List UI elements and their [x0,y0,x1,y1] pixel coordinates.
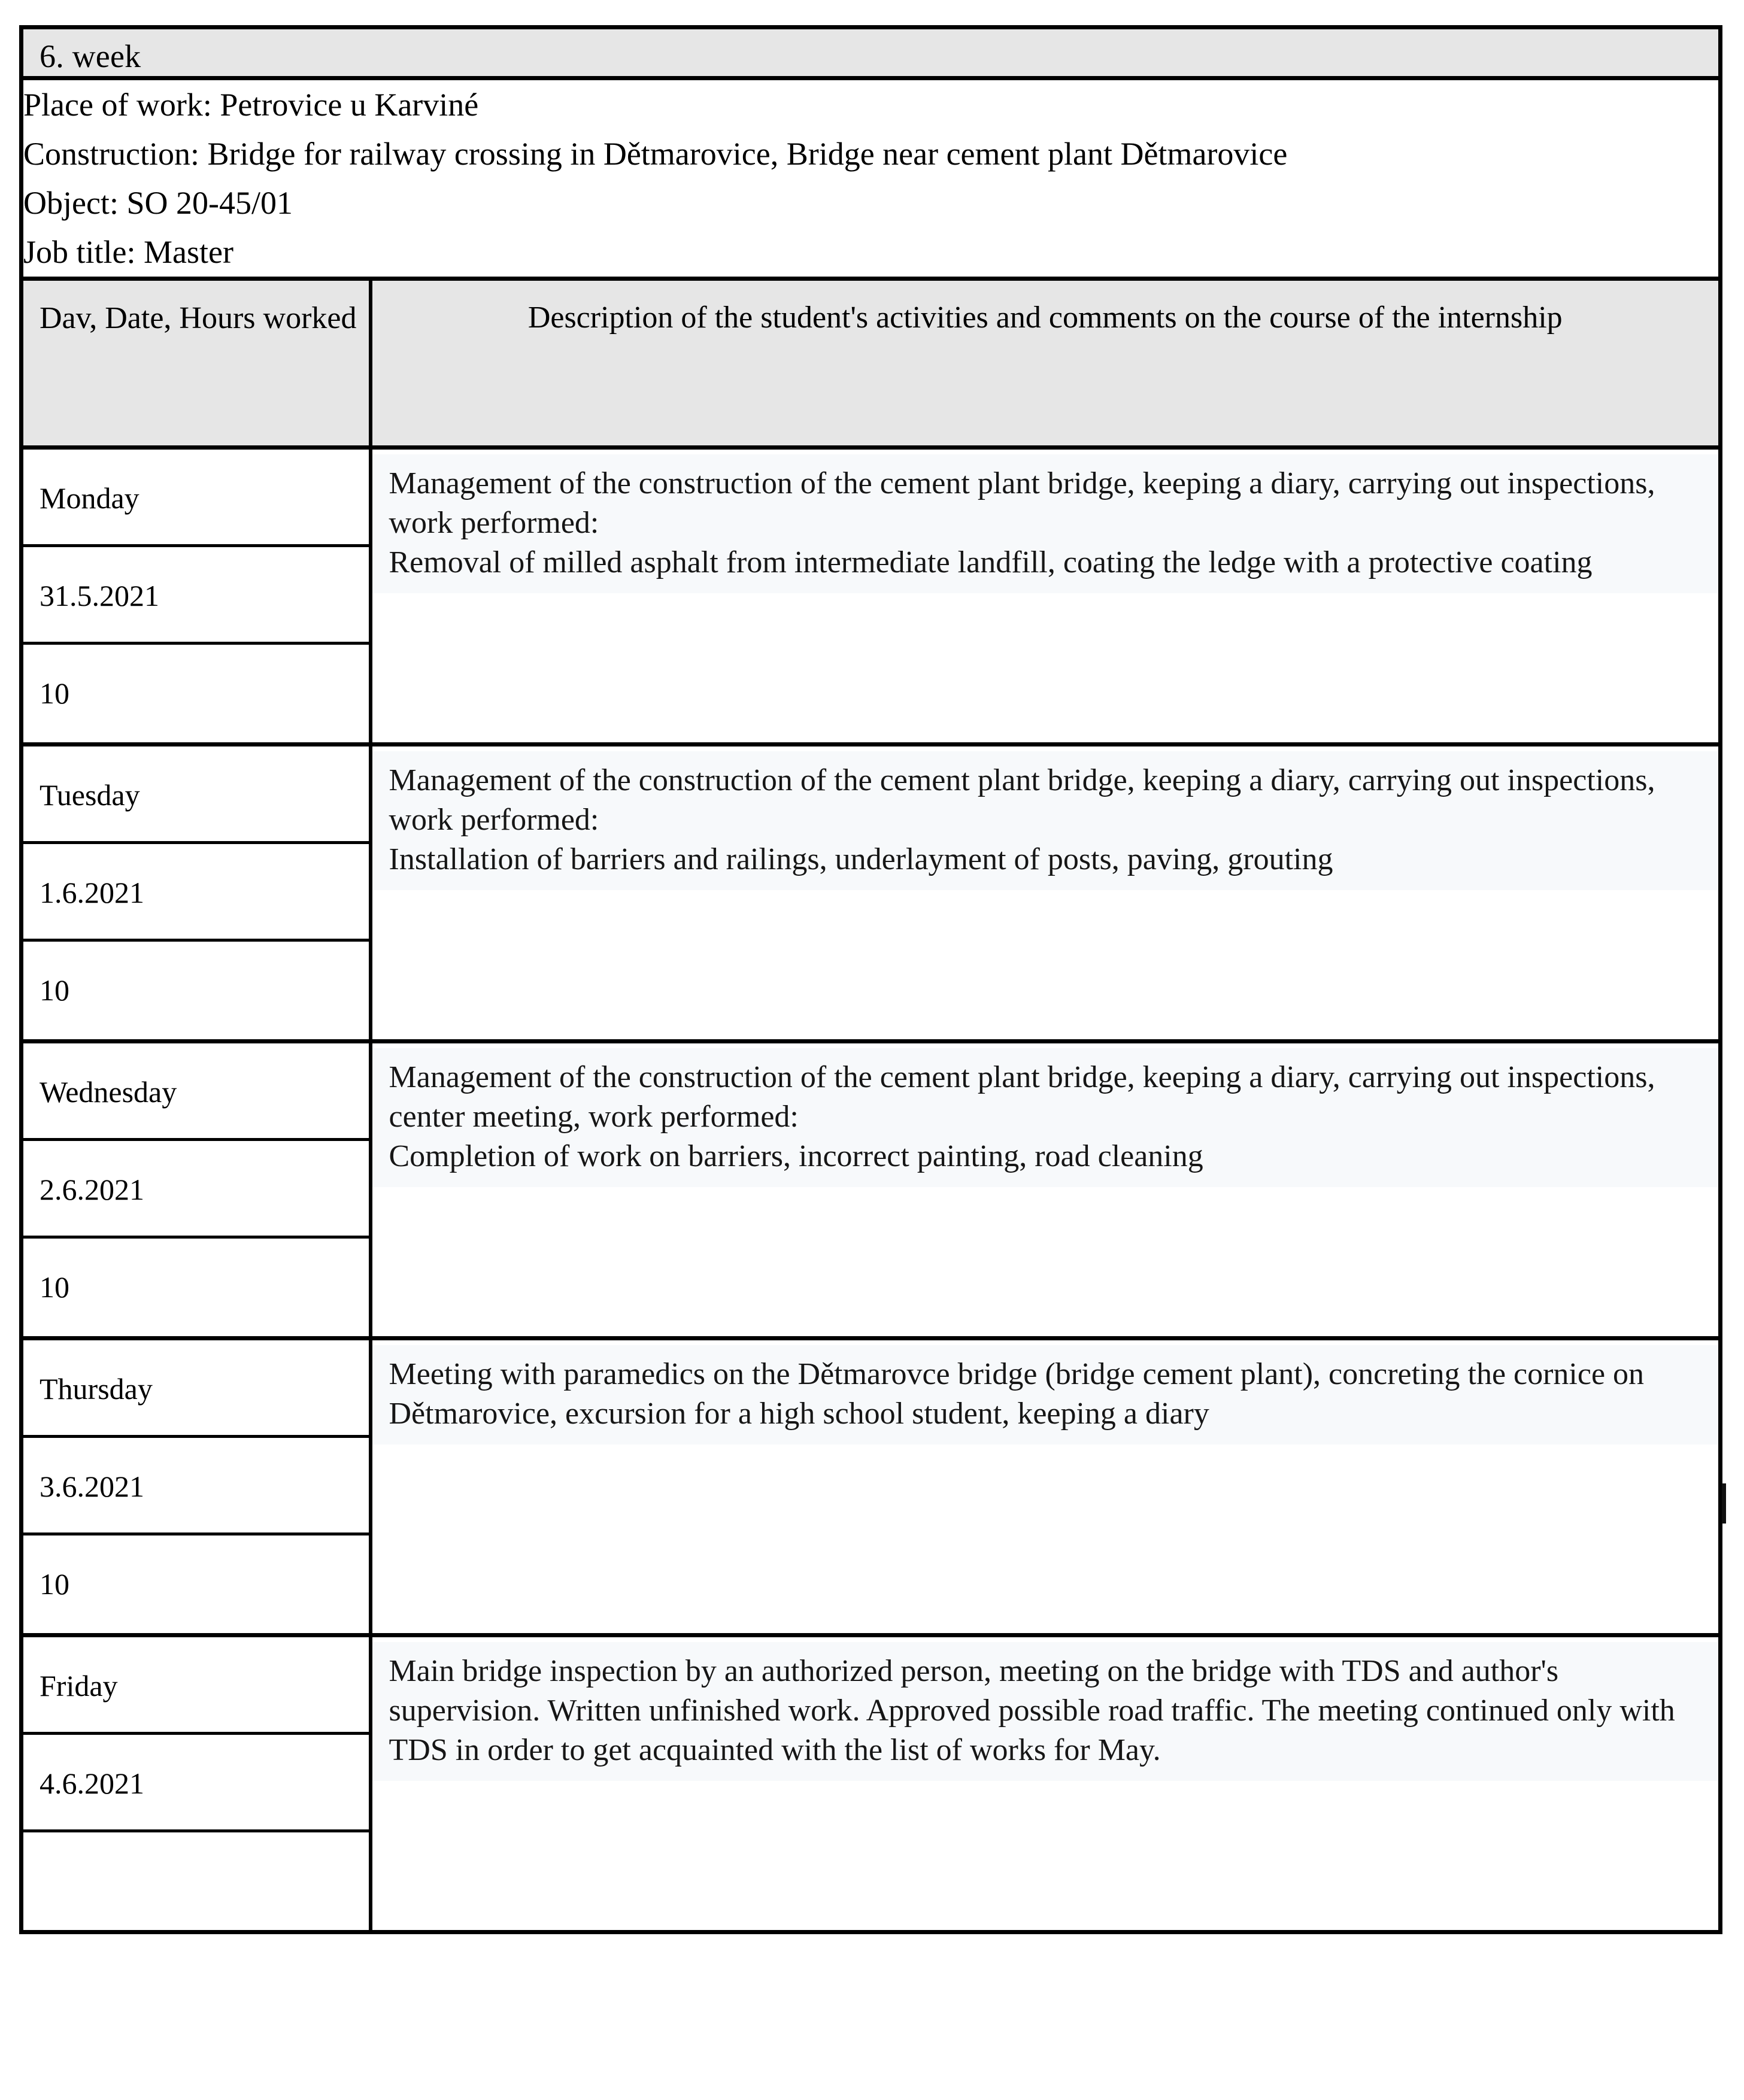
day-column-header-cell [22,279,371,448]
day-cell [22,1339,371,1635]
description-line: Removal of milled asphalt from intermediate landfill, coating the ledge with a protective coating [389,545,1593,580]
description-line: Main bridge inspection by an authorized person, meeting on the bridge with TDS and author's supervision. Written unfinished work. Approved possible road traffic. The meeting continued only with TDS in order to get acquainted with the list of works for May. [389,1654,1675,1768]
day-name: Wednesday [23,1043,369,1141]
column-header-row [22,279,1721,448]
day-date: 2.6.2021 [23,1141,369,1239]
description-cell [371,1339,1721,1635]
day-column-header-label: Dav, Date, Hours worked [40,301,357,335]
day-name: Monday [23,450,369,547]
description-line: Management of the construction of the cement plant bridge, keeping a diary, carrying out inspections, center meeting, work performed: [389,1060,1655,1134]
meta-info-cell [22,78,1721,279]
day-hours: 10 [23,1535,369,1633]
day-hours [23,1832,369,1930]
description-text [372,454,1719,593]
description-line: Meeting with paramedics on the Dětmarovce bridge (bridge cement plant), concreting the cornice on Dětmarovice, excursion for a high school student, keeping a diary [389,1357,1645,1431]
day-cell [22,448,371,745]
table-row [22,745,1721,1042]
description-line: Management of the construction of the cement plant bridge, keeping a diary, carrying out inspections, work performed: [389,466,1655,541]
description-cell [371,1042,1721,1339]
construction-line: Construction: Bridge for railway crossing in Dětmarovice, Bridge near cement plant Dětmarovice [23,136,1288,172]
description-text [372,1048,1719,1187]
week-banner-row [22,28,1721,78]
table-row [22,448,1721,745]
day-name: Tuesday [23,746,369,844]
day-date: 1.6.2021 [23,844,369,942]
description-cell [371,448,1721,745]
text-caret-artifact [1722,1483,1726,1524]
day-hours: 10 [23,645,369,742]
day-date: 31.5.2021 [23,547,369,645]
object-line: Object: SO 20-45/01 [23,185,293,221]
day-date: 3.6.2021 [23,1438,369,1535]
day-cell [22,1042,371,1339]
week-label: 6. week [40,38,141,74]
table-row [22,1635,1721,1932]
day-date: 4.6.2021 [23,1735,369,1832]
internship-diary-table [19,25,1722,1934]
description-line: Completion of work on barriers, incorrect painting, road cleaning [389,1139,1203,1174]
week-banner-cell [22,28,1721,78]
day-cell [22,745,371,1042]
table-row [22,1042,1721,1339]
place-of-work-line: Place of work: Petrovice u Karviné [23,87,479,123]
job-title-line: Job title: Master [23,234,233,270]
meta-info-row [22,78,1721,279]
table-row [22,1339,1721,1635]
day-hours: 10 [23,942,369,1039]
day-cell [22,1635,371,1932]
day-name: Thursday [23,1340,369,1438]
description-cell [371,1635,1721,1932]
description-text [372,751,1719,890]
day-hours: 10 [23,1239,369,1336]
description-text [372,1345,1719,1444]
description-cell [371,745,1721,1042]
description-line: Management of the construction of the cement plant bridge, keeping a diary, carrying out inspections, work performed: [389,763,1655,837]
day-name: Friday [23,1637,369,1735]
description-text [372,1642,1719,1781]
description-column-header-label: Description of the student's activities and comments on the course of the internship [527,301,1563,335]
description-line: Installation of barriers and railings, underlayment of posts, paving, grouting [389,842,1333,877]
description-column-header-cell [371,279,1721,448]
